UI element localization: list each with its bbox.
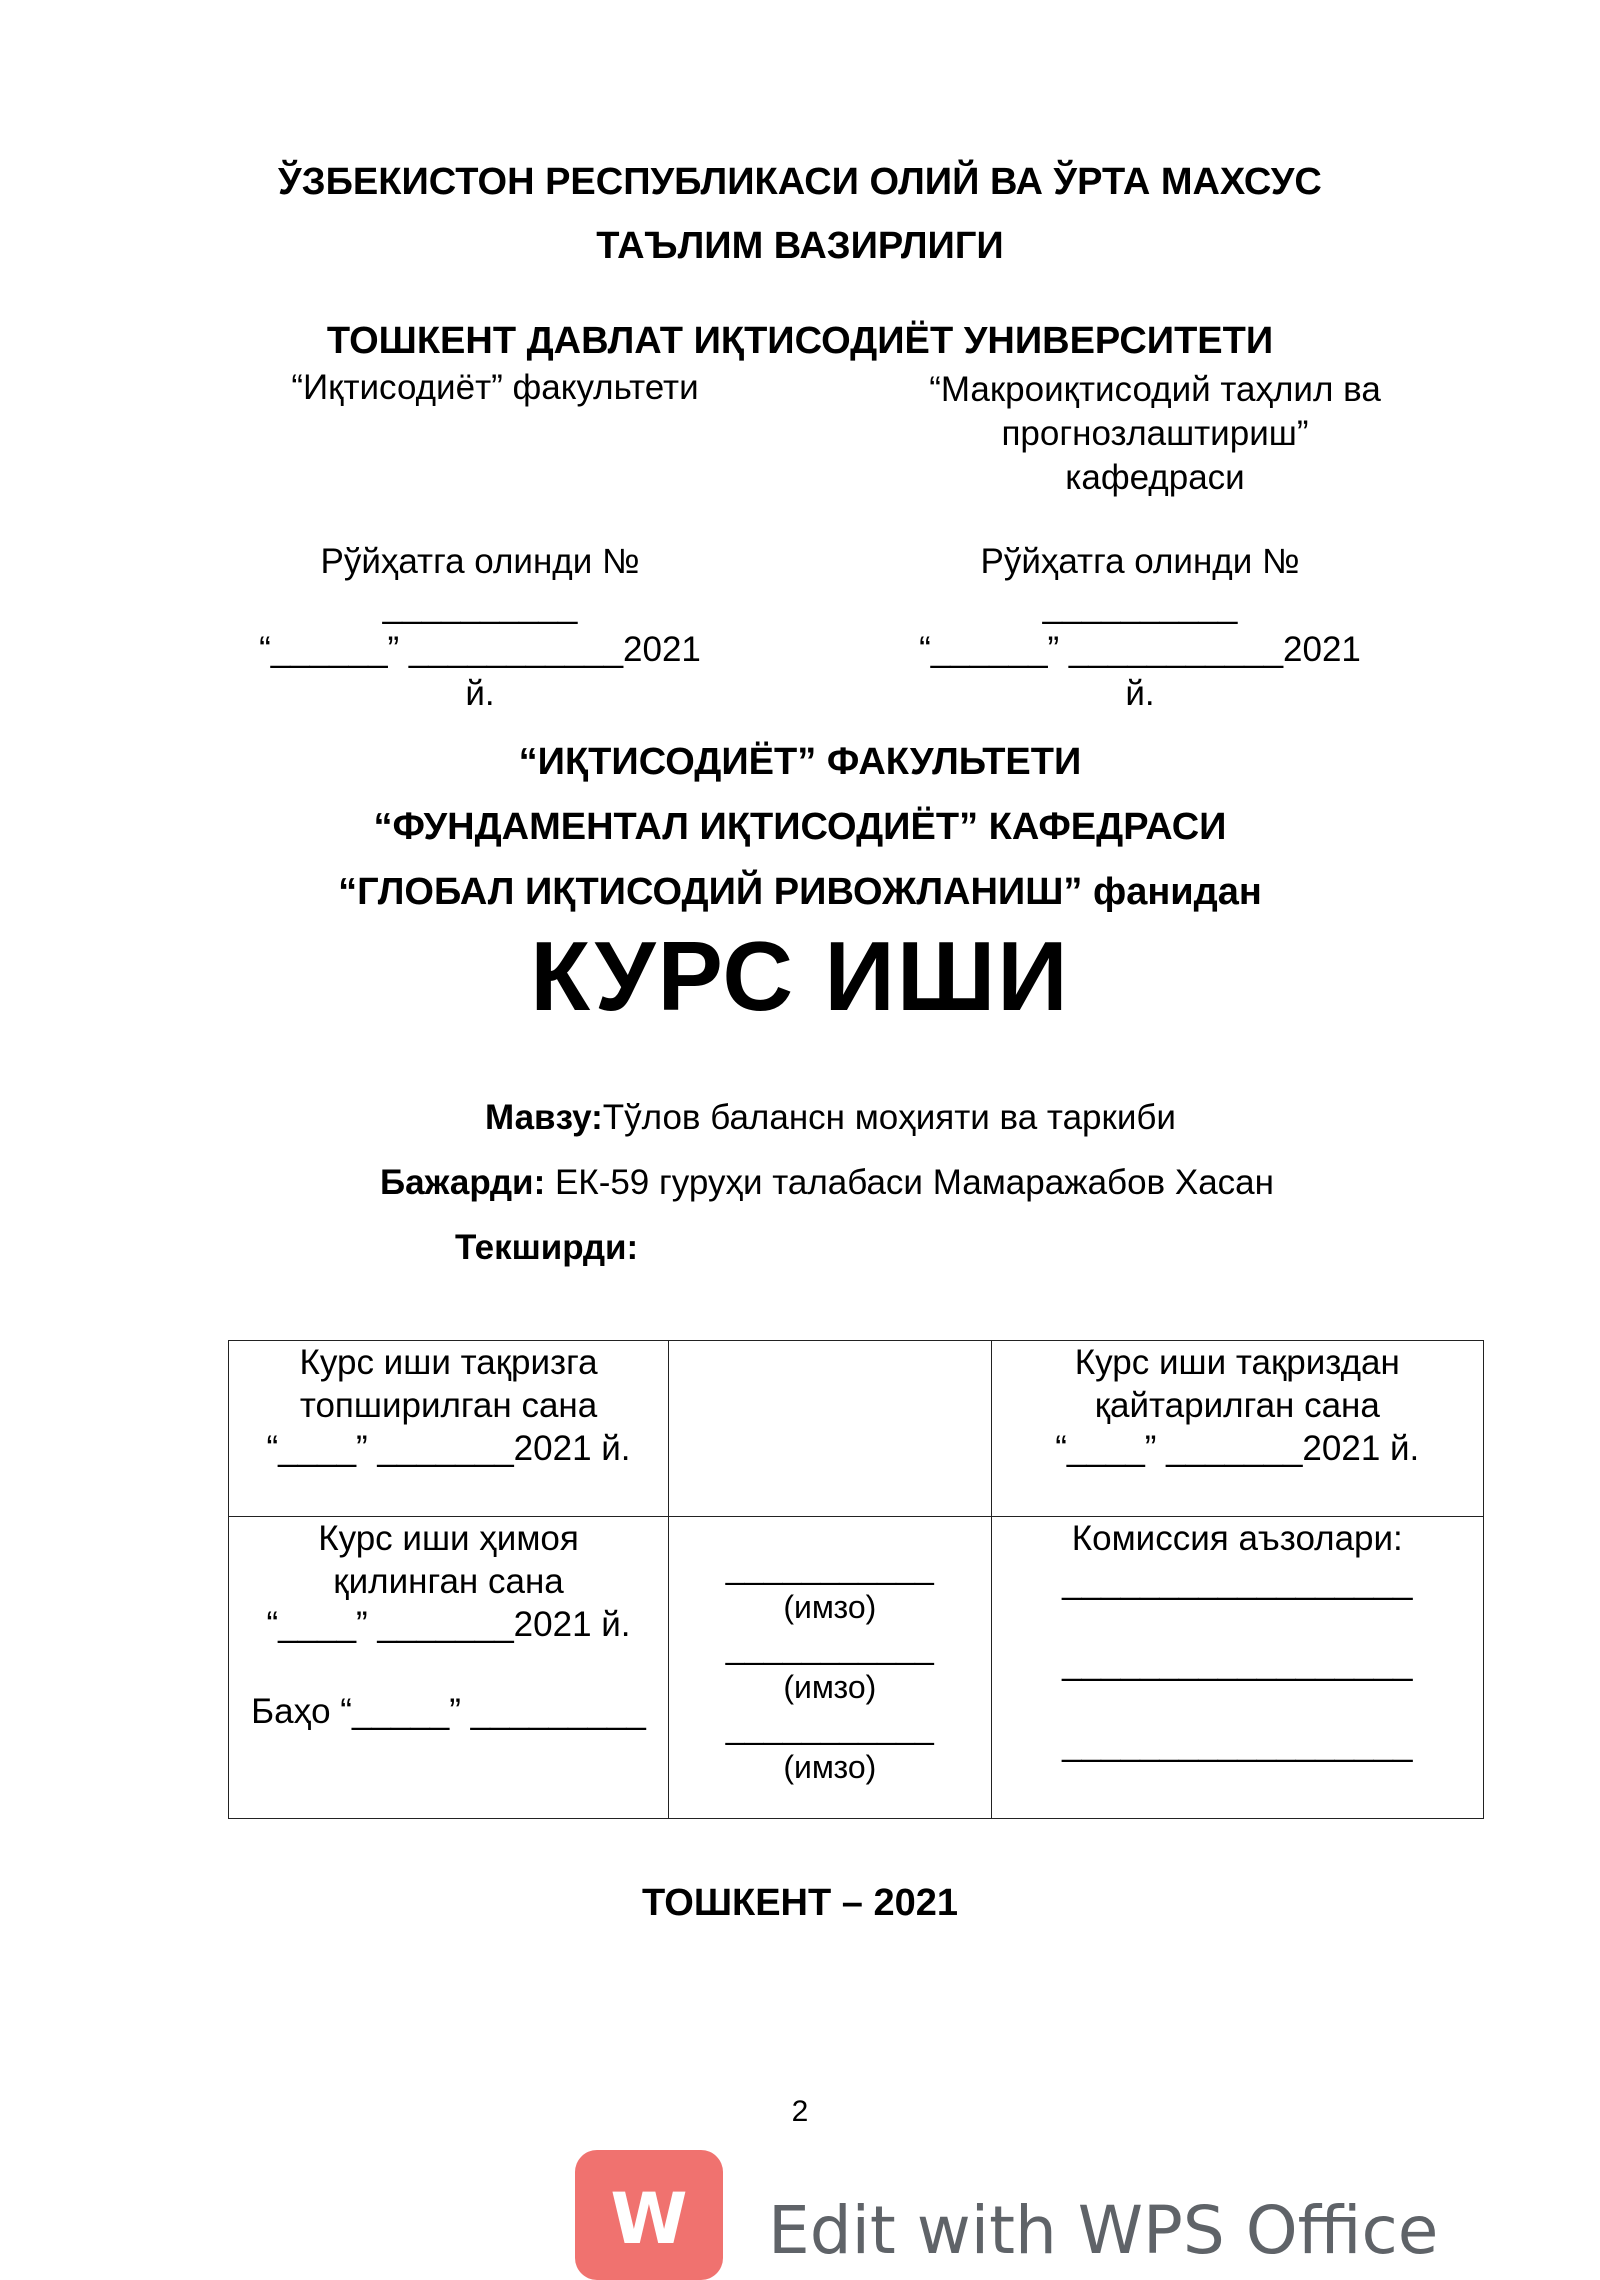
registration-left: [240, 540, 720, 716]
table-row: [229, 1341, 1484, 1517]
returned-cell: [991, 1341, 1483, 1517]
registration-right: [900, 540, 1380, 716]
signature-blank: ___________: [725, 1628, 934, 1666]
returned-date: “____” _______2021 й.: [1055, 1429, 1420, 1468]
registration-number-blank: __________: [1042, 586, 1238, 625]
heading-department: “ФУНДАМЕНТАЛ ИҚТИСОДИЁТ” КАФЕДРАСИ: [373, 806, 1227, 848]
commission-blank: __________________: [1062, 1724, 1413, 1763]
performer-line: [380, 1163, 1274, 1203]
ministry-header: [0, 150, 1600, 278]
defended-cell: [229, 1517, 669, 1819]
submitted-label-1: Курс иши тақризга: [299, 1343, 598, 1382]
performer-label: Бажарди:: [380, 1163, 546, 1202]
department-right-line-2: прогнозлаштириш”: [1001, 414, 1309, 453]
registration-number-blank: __________: [382, 586, 578, 625]
approval-table: [228, 1340, 1484, 1819]
grade-line: Баҳо “_____” _________: [251, 1692, 646, 1731]
wps-edit-banner[interactable]: [575, 2150, 1475, 2269]
faculty-left: “Иқтисодиёт” факультети: [291, 368, 699, 407]
submitted-cell: [229, 1341, 669, 1517]
topic-line: [485, 1098, 1176, 1138]
course-heading: [0, 730, 1600, 925]
wps-banner-text[interactable]: Edit with WPS Office: [768, 2192, 1439, 2269]
defended-label-1: Курс иши ҳимоя: [318, 1519, 579, 1558]
registration-date: “______” ___________2021 й.: [919, 630, 1361, 713]
defended-date: “____” _______2021 й.: [266, 1605, 631, 1644]
checker-label: Текширди:: [455, 1228, 639, 1267]
signature-label: (имзо): [783, 1669, 877, 1705]
commission-blank: __________________: [1062, 1562, 1413, 1601]
defended-label-2: қилинган сана: [333, 1562, 564, 1601]
department-right-line-1: “Макроиқтисодий таҳлил ва: [929, 370, 1381, 409]
university-name: ТОШКЕНТ ДАВЛАТ ИҚТИСОДИЁТ УНИВЕРСИТЕТИ: [326, 320, 1274, 362]
city-year: ТОШКЕНТ – 2021: [642, 1882, 958, 1924]
commission-blank: __________________: [1062, 1643, 1413, 1682]
heading-subject: “ГЛОБАЛ ИҚТИСОДИЙ РИВОЖЛАНИШ” фанидан: [338, 871, 1262, 913]
department-right: [870, 368, 1440, 500]
commission-cell: [991, 1517, 1483, 1819]
performer-value: ЕК-59 гуруҳи талабаси Мамаражабов Хасан: [545, 1163, 1274, 1202]
registration-label: Рўйҳатга олинди №: [320, 542, 640, 581]
department-right-line-3: кафедраси: [1065, 458, 1245, 497]
signature-blank: ___________: [725, 1548, 934, 1586]
table-row: [229, 1517, 1484, 1819]
signature-blank: ___________: [725, 1708, 934, 1746]
registration-date: “______” ___________2021 й.: [259, 630, 701, 713]
ministry-line-1: ЎЗБЕКИСТОН РЕСПУБЛИКАСИ ОЛИЙ ВА ЎРТА МАХСУС: [278, 161, 1322, 203]
wps-w-mark: W: [610, 2178, 688, 2260]
returned-label-1: Курс иши тақриздан: [1074, 1343, 1400, 1382]
registration-label: Рўйҳатга олинди №: [980, 542, 1300, 581]
topic-value: Тўлов балансн моҳияти ва таркиби: [602, 1098, 1176, 1137]
page-title: КУРС ИШИ: [530, 921, 1070, 1031]
signatures-cell: [669, 1517, 992, 1819]
empty-cell: [669, 1341, 992, 1517]
heading-faculty: “ИҚТИСОДИЁТ” ФАКУЛЬТЕТИ: [518, 741, 1082, 783]
returned-label-2: қайтарилган сана: [1094, 1386, 1380, 1425]
page-number: 2: [791, 2095, 809, 2128]
signature-label: (имзо): [783, 1589, 877, 1625]
ministry-line-2: ТАЪЛИМ ВАЗИРЛИГИ: [596, 225, 1004, 267]
submitted-date: “____” _______2021 й.: [266, 1429, 631, 1468]
topic-label: Мавзу:: [485, 1098, 603, 1137]
signature-label: (имзо): [783, 1749, 877, 1785]
commission-label: Комиссия аъзолари:: [1071, 1519, 1403, 1558]
submitted-label-2: топширилган сана: [299, 1386, 598, 1425]
